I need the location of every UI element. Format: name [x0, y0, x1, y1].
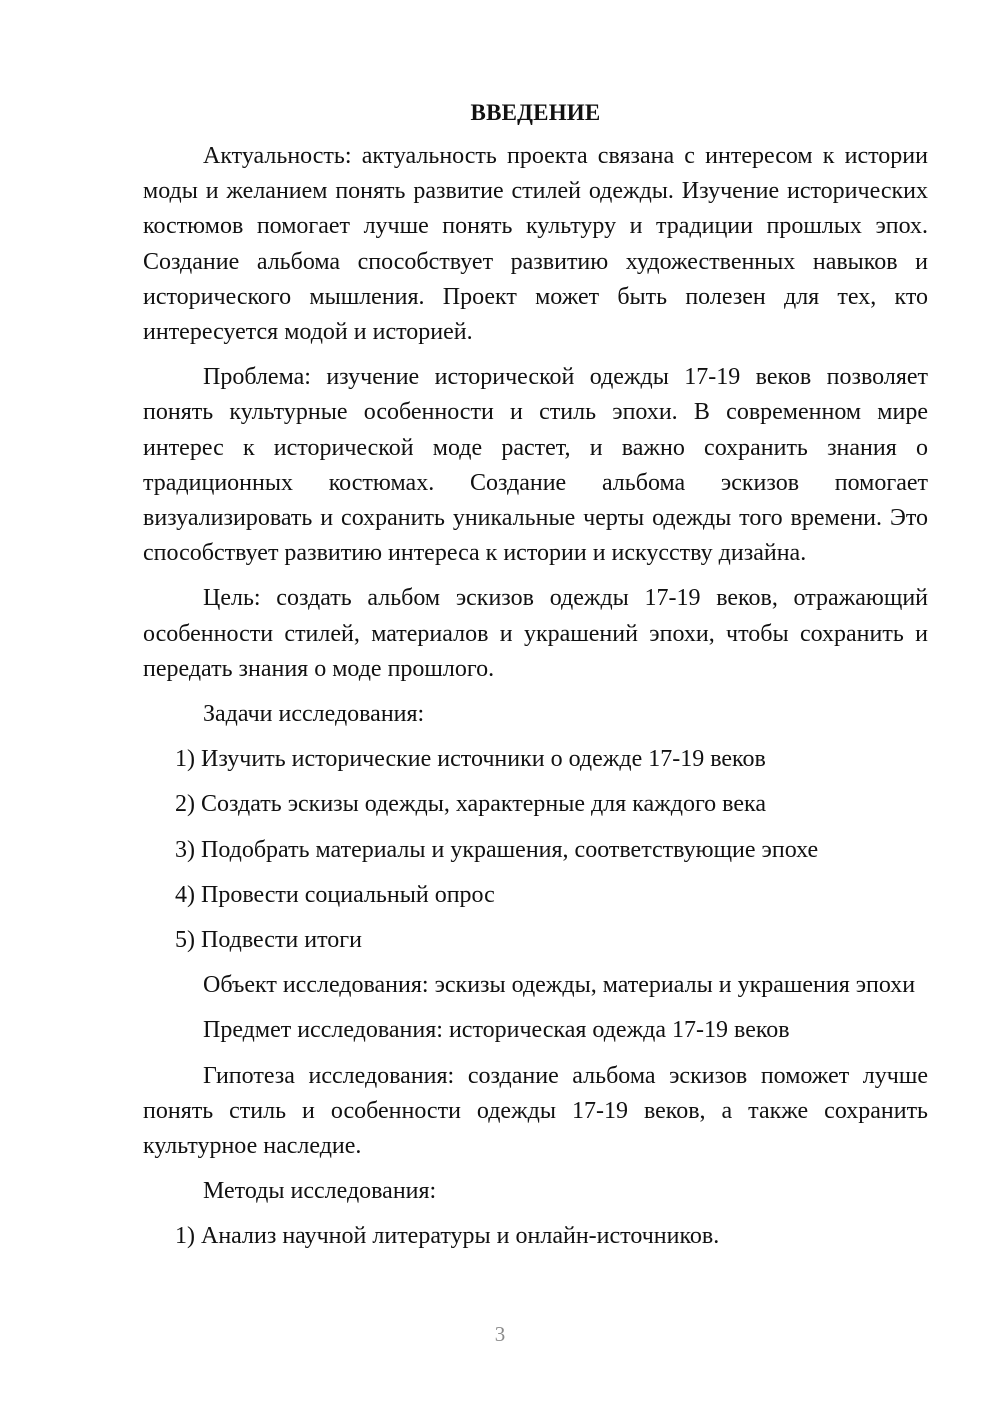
- page-number: 3: [494, 1322, 506, 1346]
- problem-paragraph: Проблема: изучение исторической одежды 17-19 веков позволяет понять культурные особенности и стиль эпохи. В современном мире интерес к исторической моде растет, и важно сохранить знания о традиционных костюмах. Создание альбома эскизов помогает визуализировать и сохранить уникальные черты одежды того времени. Это способствует развитию интереса к истории и искусству дизайна.: [143, 364, 928, 567]
- object-paragraph: Объект исследования: эскизы одежды, материалы и украшения эпохи: [203, 972, 916, 999]
- page-content: [143, 95, 928, 1265]
- task-item: 3) Подобрать материалы и украшения, соответствующие эпохе: [175, 836, 819, 863]
- page-title: ВВЕДЕНИЕ: [470, 100, 601, 125]
- task-item: 4) Провести социальный опрос: [175, 881, 495, 908]
- subject-paragraph: Предмет исследования: историческая одежда 17-19 веков: [203, 1017, 790, 1044]
- relevance-paragraph: Актуальность: актуальность проекта связана с интересом к истории моды и желанием понять развитие стилей одежды. Изучение исторических костюмов помогает лучше понять культуру и традиции прошлых эпох. Создание альбома способствует развитию художественных навыков и исторического мышления. Проект может быть полезен для тех, кто интересуется модой и историей.: [143, 143, 928, 346]
- methods-heading: Методы исследования:: [203, 1178, 437, 1205]
- task-item: 1) Изучить исторические источники о одежде 17-19 веков: [175, 746, 766, 773]
- hypothesis-paragraph: Гипотеза исследования: создание альбома эскизов поможет лучше понять стиль и особенности одежды 17-19 веков, а также сохранить культурное наследие.: [143, 1062, 928, 1160]
- method-item: 1) Анализ научной литературы и онлайн-источников.: [175, 1223, 720, 1250]
- task-item: 5) Подвести итоги: [175, 927, 362, 954]
- tasks-heading: Задачи исследования:: [203, 701, 425, 728]
- goal-paragraph: Цель: создать альбом эскизов одежды 17-19 веков, отражающий особенности стилей, материалов и украшений эпохи, чтобы сохранить и передать знания о моде прошлого.: [143, 585, 928, 682]
- task-item: 2) Создать эскизы одежды, характерные для каждого века: [175, 791, 766, 818]
